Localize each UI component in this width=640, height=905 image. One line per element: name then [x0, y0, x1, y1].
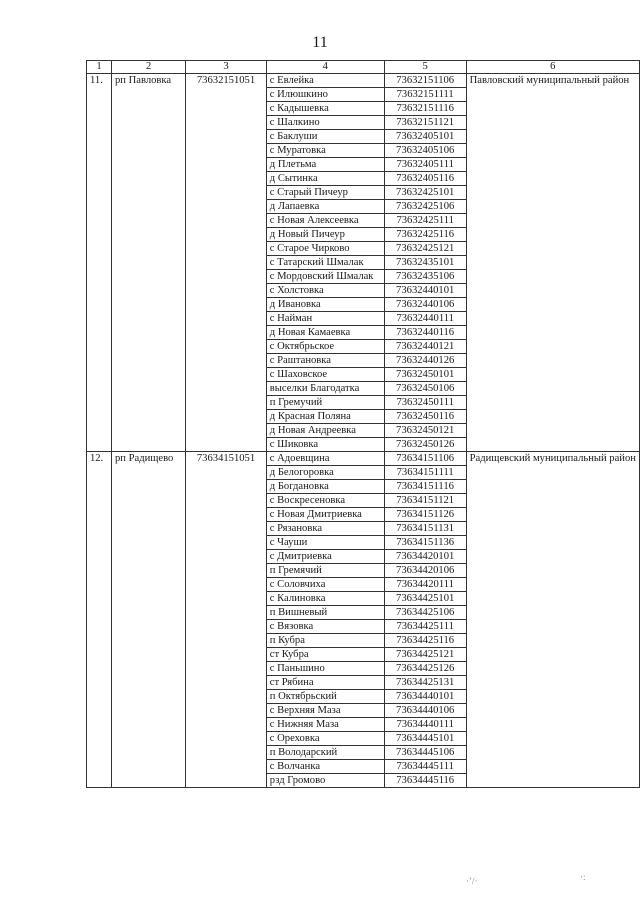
settlement-name: с Старый Пичеур: [266, 186, 384, 200]
settlement-name: с Воскресеновка: [266, 494, 384, 508]
settlement-name: д Сытинка: [266, 172, 384, 186]
settlement-code: 73634440101: [384, 690, 466, 704]
settlement-name: с Муратовка: [266, 144, 384, 158]
settlement-name: д Белогоровка: [266, 466, 384, 480]
settlement-code: 73632151106: [384, 74, 466, 88]
settlement-code: 73634425121: [384, 648, 466, 662]
settlement-name: с Волчанка: [266, 760, 384, 774]
column-header: 3: [186, 61, 267, 74]
settlement-code: 73632425121: [384, 242, 466, 256]
settlement-code: 73632450106: [384, 382, 466, 396]
settlement-name: п Октябрьский: [266, 690, 384, 704]
settlement-name: д Лапаевка: [266, 200, 384, 214]
settlement-code: 73634425131: [384, 676, 466, 690]
settlement-name: с Паньшино: [266, 662, 384, 676]
settlement-code: 73634425111: [384, 620, 466, 634]
scan-mark: ·ʼ/·: [466, 876, 478, 886]
settlement-name: с Холстовка: [266, 284, 384, 298]
settlement-code: 73632151111: [384, 88, 466, 102]
settlement-name: с Илюшкино: [266, 88, 384, 102]
settlement-name: ст Рябина: [266, 676, 384, 690]
settlement-code: 73634440111: [384, 718, 466, 732]
row-number: 12.: [87, 452, 112, 788]
settlement-name: д Ивановка: [266, 298, 384, 312]
settlement-name: с Найман: [266, 312, 384, 326]
page-number: 11: [312, 34, 328, 51]
settlement-name: с Октябрьское: [266, 340, 384, 354]
settlement-name: п Вишневый: [266, 606, 384, 620]
settlement-code: 73632425116: [384, 228, 466, 242]
settlement-code: 73634151121: [384, 494, 466, 508]
settlement-name: рзд Громово: [266, 774, 384, 788]
settlement-name: с Ореховка: [266, 732, 384, 746]
settlement-name: с Вязовка: [266, 620, 384, 634]
settlement-name: с Адоевщина: [266, 452, 384, 466]
settlement-code: 73634445106: [384, 746, 466, 760]
settlement-code: 73632425101: [384, 186, 466, 200]
settlement-name: д Богдановка: [266, 480, 384, 494]
settlement-name: с Верхняя Маза: [266, 704, 384, 718]
settlement-code: 73632450101: [384, 368, 466, 382]
settlement-code: 73632405111: [384, 158, 466, 172]
settlement-code: 73632450116: [384, 410, 466, 424]
settlement-name: с Баклуши: [266, 130, 384, 144]
settlement-code: 73632151121: [384, 116, 466, 130]
scan-mark: ·:: [580, 872, 586, 882]
settlement-name: с Чауши: [266, 536, 384, 550]
settlement-code: 73632440126: [384, 354, 466, 368]
settlement-code: 73632425111: [384, 214, 466, 228]
settlement-code: 73634151131: [384, 522, 466, 536]
column-header: 6: [466, 61, 639, 74]
column-header: 2: [111, 61, 185, 74]
settlement-code: 73632440121: [384, 340, 466, 354]
settlement-code: 73632450126: [384, 438, 466, 452]
settlement-name: д Новый Пичеур: [266, 228, 384, 242]
table-row: [87, 74, 640, 88]
settlement-code: 73634151136: [384, 536, 466, 550]
table-row: [87, 452, 640, 466]
settlement-name: с Новая Дмитриевка: [266, 508, 384, 522]
settlement-name: с Рязановка: [266, 522, 384, 536]
settlement-code: 73632450121: [384, 424, 466, 438]
settlement-name: с Шиковка: [266, 438, 384, 452]
settlement-code: 73632405101: [384, 130, 466, 144]
settlement-code: 73634425106: [384, 606, 466, 620]
settlement-name: с Кадышевка: [266, 102, 384, 116]
settlement-name: с Мордовский Шмалак: [266, 270, 384, 284]
settlement-name: д Красная Поляна: [266, 410, 384, 424]
settlement-code: 73634420111: [384, 578, 466, 592]
admin-center-code: 73632151051: [186, 74, 267, 452]
settlement-code: 73634151106: [384, 452, 466, 466]
settlement-code: 73634151126: [384, 508, 466, 522]
settlement-code: 73632440111: [384, 312, 466, 326]
settlement-code: 73634420106: [384, 564, 466, 578]
settlement-code: 73632435101: [384, 256, 466, 270]
settlement-name: п Гремячий: [266, 564, 384, 578]
settlement-code: 73634151111: [384, 466, 466, 480]
municipal-district: Павловский муниципальный район: [466, 74, 639, 452]
settlement-code: 73632405116: [384, 172, 466, 186]
table-body: [87, 74, 640, 788]
settlement-code: 73634151116: [384, 480, 466, 494]
settlement-code: 73632405106: [384, 144, 466, 158]
settlements-table: [86, 60, 640, 788]
settlement-code: 73634425126: [384, 662, 466, 676]
settlement-name: д Плетьма: [266, 158, 384, 172]
header-row: [87, 61, 640, 74]
settlement-code: 73634445111: [384, 760, 466, 774]
settlement-name: с Старое Чирково: [266, 242, 384, 256]
settlement-name: с Евлейка: [266, 74, 384, 88]
settlement-code: 73632440101: [384, 284, 466, 298]
settlement-code: 73632151116: [384, 102, 466, 116]
admin-center: рп Павловка: [111, 74, 185, 452]
settlement-name: с Шалкино: [266, 116, 384, 130]
settlement-name: с Соловчиха: [266, 578, 384, 592]
settlement-code: 73634445116: [384, 774, 466, 788]
settlement-name: выселки Благодатка: [266, 382, 384, 396]
column-header: 4: [266, 61, 384, 74]
settlement-name: с Дмитриевка: [266, 550, 384, 564]
column-header: 1: [87, 61, 112, 74]
settlement-name: п Гремучий: [266, 396, 384, 410]
settlement-name: с Калиновка: [266, 592, 384, 606]
settlement-name: с Раштановка: [266, 354, 384, 368]
settlement-name: д Новая Андреевка: [266, 424, 384, 438]
settlement-code: 73634425101: [384, 592, 466, 606]
settlement-code: 73634440106: [384, 704, 466, 718]
municipal-district: Радищевский муниципальный район: [466, 452, 639, 788]
row-number: 11.: [87, 74, 112, 452]
settlement-code: 73634420101: [384, 550, 466, 564]
settlement-code: 73632425106: [384, 200, 466, 214]
settlement-code: 73632450111: [384, 396, 466, 410]
settlement-name: с Шаховское: [266, 368, 384, 382]
settlement-name: п Володарский: [266, 746, 384, 760]
column-header: 5: [384, 61, 466, 74]
settlement-code: 73634425116: [384, 634, 466, 648]
admin-center: рп Радищево: [111, 452, 185, 788]
settlement-code: 73634445101: [384, 732, 466, 746]
settlement-code: 73632440106: [384, 298, 466, 312]
settlement-name: с Новая Алексеевка: [266, 214, 384, 228]
settlement-code: 73632440116: [384, 326, 466, 340]
settlement-name: с Татарский Шмалак: [266, 256, 384, 270]
settlement-name: п Кубра: [266, 634, 384, 648]
settlement-name: с Нижняя Маза: [266, 718, 384, 732]
admin-center-code: 73634151051: [186, 452, 267, 788]
settlement-name: ст Кубра: [266, 648, 384, 662]
settlement-code: 73632435106: [384, 270, 466, 284]
settlement-name: д Новая Камаевка: [266, 326, 384, 340]
